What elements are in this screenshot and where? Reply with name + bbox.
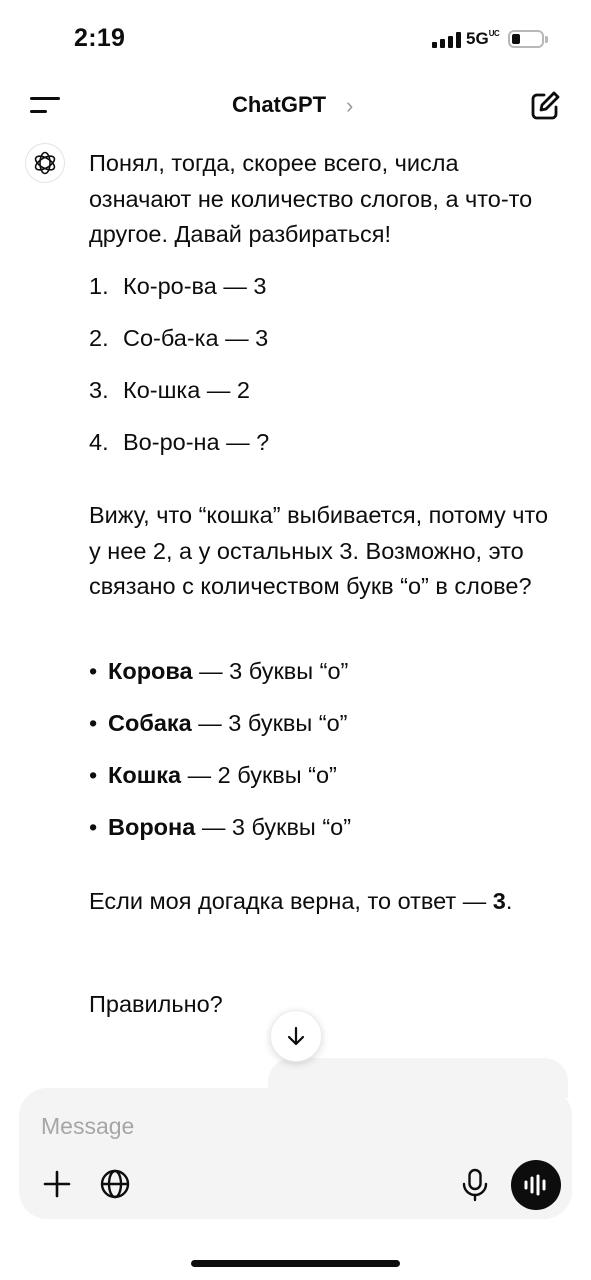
bullet-list-item [89,758,337,794]
list-number: 1. [89,273,109,299]
voice-mode-waveform-icon [522,1173,550,1197]
new-chat-pencil-icon[interactable] [527,88,563,124]
list-item-text: Ко-шка — 2 [123,377,250,403]
bullet-text: — 3 буквы “о” [195,814,352,840]
bullet-dot: • [89,814,98,840]
battery-icon [508,30,544,48]
bullet-word: Кошка [108,762,182,788]
arrow-down-icon [284,1024,308,1048]
bullet-dot: • [89,710,98,736]
message-observation: Вижу, что “кошка” выбивается, потому что у нее 2, а у остальных 3. Возможно, это связано с количеством букв “о” в слове? [89,502,549,599]
network-type: $5G^{UC}$ [466,29,500,48]
bullet-text: — 3 буквы “о” [192,658,349,684]
chevron-right-icon[interactable]: › [346,93,354,118]
list-item-text: Ко-ро-ва — 3 [123,273,267,299]
voice-mode-button[interactable] [511,1160,561,1210]
bullet-dot: • [89,762,98,788]
bullet-list-item [89,810,351,846]
globe-icon[interactable] [97,1166,133,1202]
assistant-avatar [25,143,65,183]
numbered-list-item [89,425,269,461]
plus-icon[interactable] [39,1166,75,1202]
list-number: 3. [89,377,109,403]
bullet-word: Собака [108,710,192,736]
bullet-text: — 3 буквы “о” [191,710,348,736]
list-item-text: Во-ро-на — ? [123,429,270,455]
cellular-signal-icon [432,32,462,48]
answer-number: 3 [492,888,506,914]
bullet-dot: • [89,658,98,684]
scroll-to-bottom-button[interactable] [270,1010,322,1062]
list-number: 2. [89,325,109,351]
chatgpt-logo-icon [31,149,59,177]
message-conclusion: Если моя догадка верна, то ответ — 3. [89,888,513,914]
bullet-word: Ворона [108,814,196,840]
bullet-text: — 2 буквы “о” [181,762,337,788]
hamburger-menu-icon[interactable] [30,94,62,118]
model-title[interactable]: ChatGPT [232,92,327,117]
bullet-list-item [89,654,348,690]
list-item-text: Со-ба-ка — 3 [123,325,269,351]
numbered-list-item [89,373,250,409]
home-indicator [191,1260,400,1267]
bullet-list-item [89,706,348,742]
status-time: 2:19 [74,24,126,52]
message-intro: Понял, тогда, скорее всего, числа означают не количество слогов, а что-то другое. Давай разбираться! [89,150,533,247]
message-question: Правильно? [89,991,223,1017]
list-number: 4. [89,429,109,455]
bullet-word: Корова [108,658,193,684]
numbered-list-item [89,321,268,357]
message-composer [19,1088,572,1219]
message-input[interactable] [41,1108,541,1144]
microphone-icon[interactable] [457,1166,493,1204]
numbered-list-item [89,269,266,305]
